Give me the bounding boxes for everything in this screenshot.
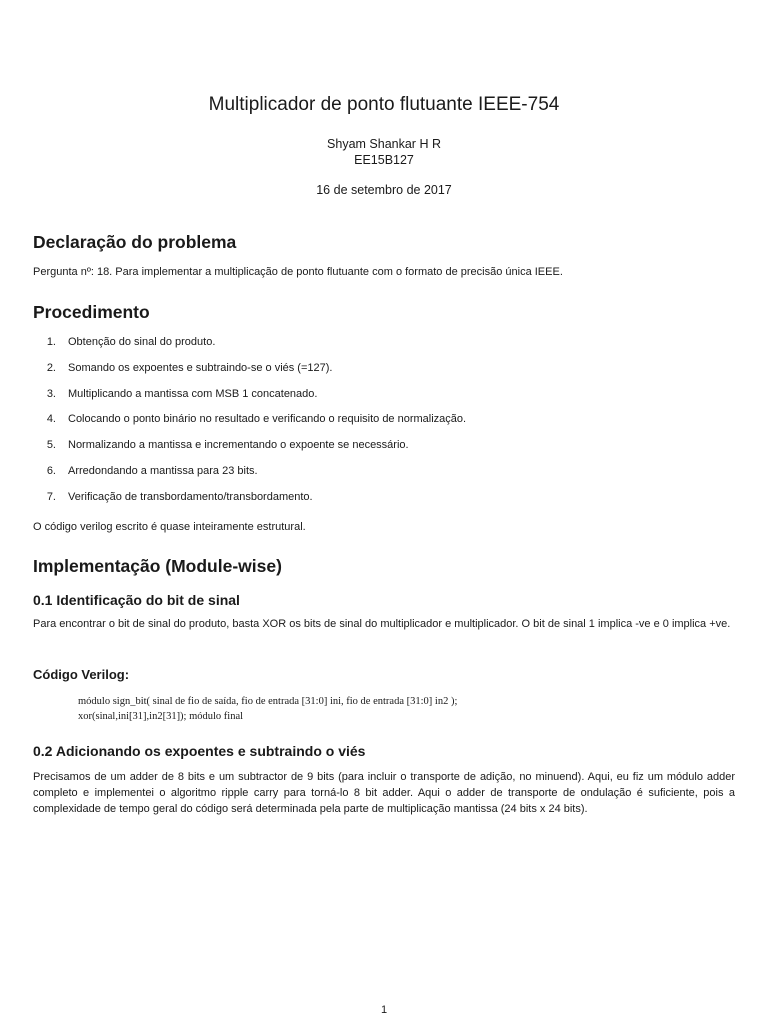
sign-bit-text: Para encontrar o bit de sinal do produto, basta XOR os bits de sinal do multiplicador e multiplicador. O bit de sinal 1 implica -ve e 0 implica +ve. bbox=[33, 618, 731, 630]
list-item: 4. Colocando o ponto binário no resultado e verificando o requisito de normalização. bbox=[46, 413, 467, 426]
subsection-heading-sign-bit: 0.1 Identificação do bit de sinal bbox=[33, 592, 240, 608]
problem-text: Pergunta nº: 18. Para implementar a multiplicação de ponto flutuante com o formato de precisão única IEEE. bbox=[33, 266, 563, 278]
list-item: 1. Obtenção do sinal do produto. bbox=[46, 336, 216, 348]
author-id: EE15B127 bbox=[354, 153, 414, 167]
exponents-text: Precisamos de um adder de 8 bits e um subtractor de 9 bits (para incluir o transporte de adição, no minuend). Aqui, eu fiz um módulo adder completo e implementei o algoritmo ripple carry para torná-lo 8 bit adder. Aqui o adder de transporte de ondulação é suficiente, pois a complexidade de tempo geral do código será determinada pela parte de multiplicação mantissa (24 bits x 24 bits). bbox=[33, 771, 735, 815]
list-item: 6. Arredondando a mantissa para 23 bits. bbox=[46, 464, 258, 477]
subsection-heading-exponents: 0.2 Adicionando os expoentes e subtraindo o viés bbox=[33, 743, 366, 759]
page-number: 1 bbox=[380, 1004, 388, 1016]
section-heading-implementation: Implementação (Module-wise) bbox=[33, 556, 282, 576]
list-item: 5. Normalizando a mantissa e incrementando o expoente se necessário. bbox=[46, 439, 409, 452]
procedure-note: O código verilog escrito é quase inteiramente estrutural. bbox=[33, 521, 306, 533]
code-line: módulo sign_bit( sinal de fio de saída, fio de entrada [31:0] ini, fio de entrada [31:0] in2 ); bbox=[78, 696, 458, 707]
paper-date: 16 de setembro de 2017 bbox=[316, 183, 452, 197]
author-block bbox=[0, 136, 768, 168]
code-heading: Código Verilog: bbox=[33, 667, 130, 682]
section-heading-problem: Declaração do problema bbox=[33, 232, 237, 252]
author-name: Shyam Shankar H R bbox=[327, 137, 441, 151]
list-item: 3. Multiplicando a mantissa com MSB 1 concatenado. bbox=[46, 387, 318, 400]
section-heading-procedure: Procedimento bbox=[33, 302, 150, 322]
code-block bbox=[78, 694, 457, 724]
procedure-list bbox=[33, 334, 466, 515]
list-item: 2. Somando os expoentes e subtraindo-se o viés (=127). bbox=[46, 361, 333, 374]
code-line: xor(sinal,ini[31],in2[31]); módulo final bbox=[78, 711, 244, 722]
paper-title: Multiplicador de ponto flutuante IEEE-754 bbox=[208, 94, 560, 115]
list-item: 7. Verificação de transbordamento/transbordamento. bbox=[46, 490, 313, 503]
